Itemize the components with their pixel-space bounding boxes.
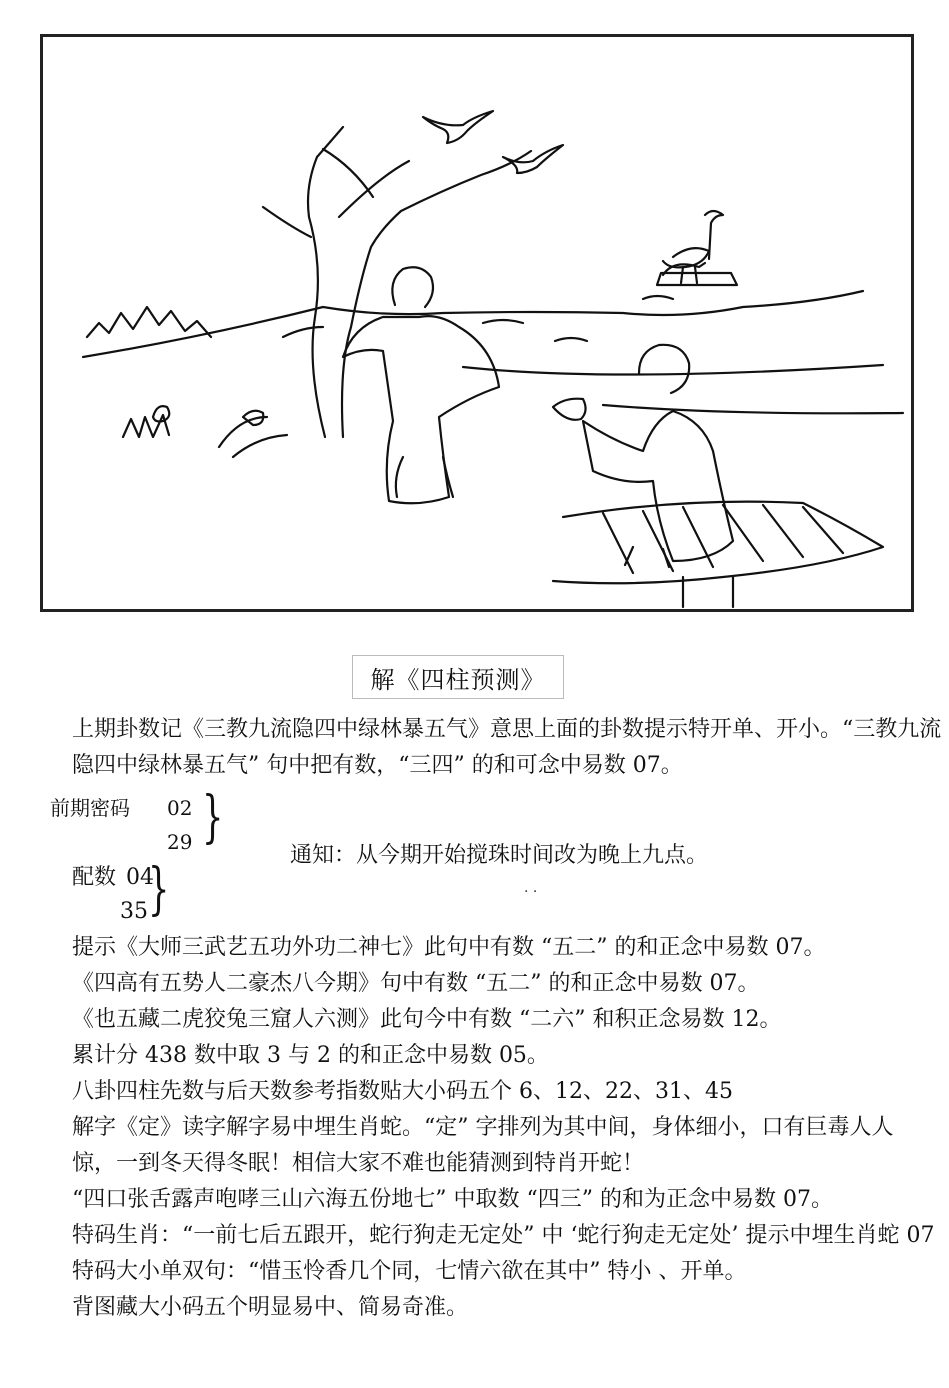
flying-birds [423, 111, 563, 173]
paragraph-line: 隐四中绿林暴五气” 句中把有数，“三四” 的和可念中易数 07。 [72, 753, 683, 778]
standing-figure [343, 267, 499, 503]
content-line: “四口张舌露声咆哮三山六海五份地七” 中取数 “四三” 的和为正念中易数 07。 [72, 1187, 833, 1212]
content-line: 提示《大师三武艺五功外功二神七》此句中有数 “五二” 的和正念中易数 07。 [72, 935, 826, 960]
path-ground [463, 365, 903, 413]
flowers [123, 406, 287, 457]
content-line: 背图藏大小码五个明显易中、简易奇准。 [72, 1295, 469, 1320]
previous-code-number: 02 [167, 796, 193, 820]
content-line: 解字《定》读字解字易中埋生肖蛇。“定” 字排列为其中间，身体细小，口有巨毒人人 [72, 1115, 894, 1140]
matching-number: 35 [120, 899, 148, 924]
matching-label: 配数 [72, 865, 117, 890]
matching-number: 04 [126, 865, 154, 890]
content-line: 《也五藏二虎狡兔三窟人六测》此句今中有数 “二六” 和积正念易数 12。 [72, 1007, 782, 1032]
illustration [40, 34, 914, 612]
decorative-dots: · · [524, 884, 538, 900]
brace-icon: } [202, 785, 224, 850]
content-line: 特码生肖：“一前七后五跟开，蛇行狗走无定处” 中 ‘蛇行狗走无定处’ 提示中埋生肖蛇 07 [72, 1223, 935, 1248]
brace-icon: } [148, 857, 170, 922]
notice-text: 通知：从今期开始搅珠时间改为晚上九点。 [290, 843, 709, 868]
bridge [553, 502, 883, 607]
servant-figure [553, 345, 733, 567]
crane-on-rock [657, 211, 737, 285]
content-line: 《四高有五势人二豪杰八今期》句中有数 “五二” 的和正念中易数 07。 [72, 971, 760, 996]
distant-hills [87, 307, 211, 337]
content-line: 特码大小单双句：“惜玉怜香几个同，七情六欲在其中” 特小 、开单。 [72, 1259, 747, 1284]
page-title: 解《四柱预测》 [352, 655, 564, 699]
previous-code-number: 29 [167, 830, 193, 854]
content-line: 累计分 438 数中取 3 与 2 的和正念中易数 05。 [72, 1043, 549, 1068]
content-line: 八卦四柱先数与后天数参考指数贴大小码五个 6、12、22、31、45 [72, 1079, 733, 1104]
previous-code-label: 前期密码 [50, 796, 130, 820]
paragraph-line: 上期卦数记《三教九流隐四中绿林暴五气》意思上面的卦数提示特开单、开小。“三教九流 [72, 717, 942, 742]
content-line: 惊，一到冬天得冬眠！相信大家不难也能猜测到特肖开蛇！ [72, 1151, 645, 1176]
